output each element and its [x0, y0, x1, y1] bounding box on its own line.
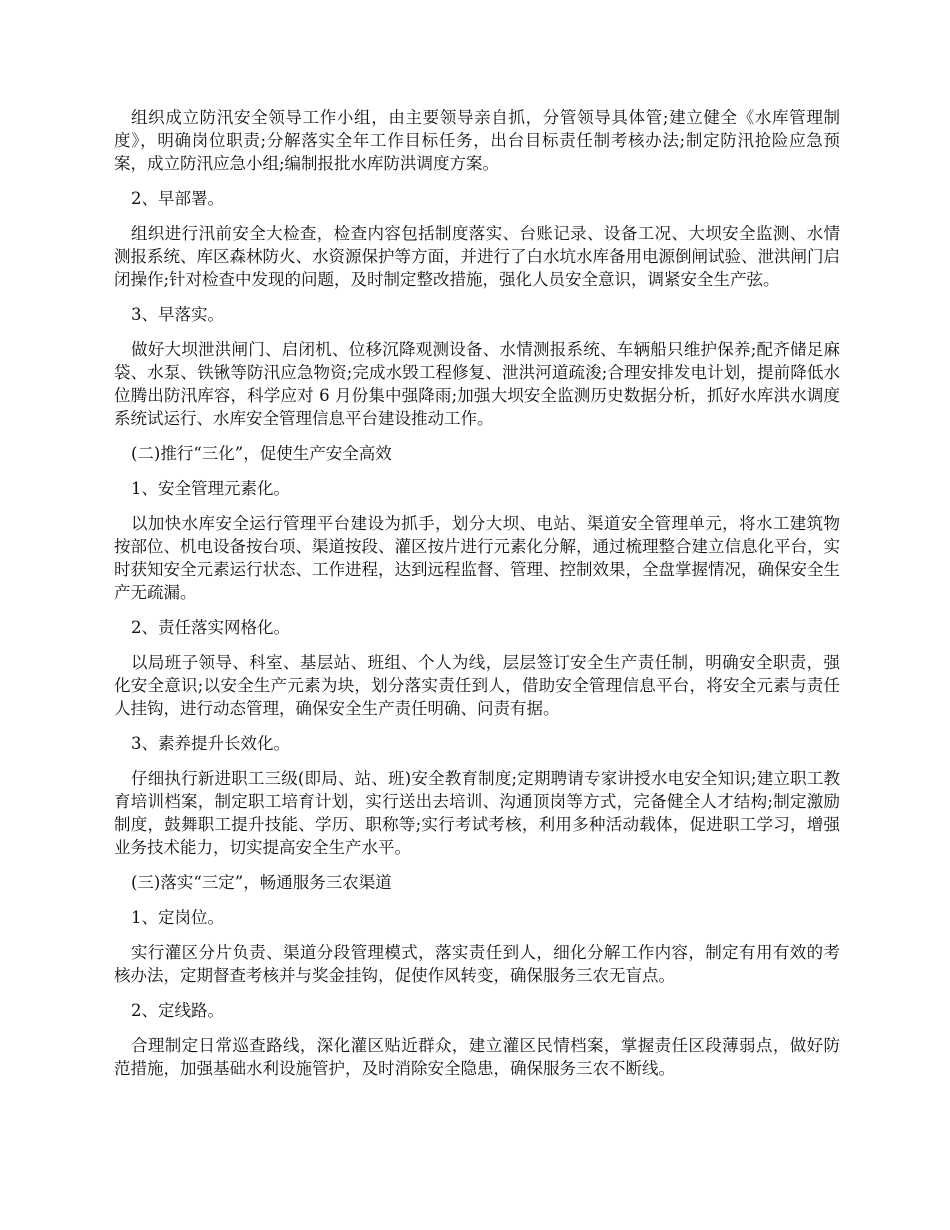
heading-fixed-posts: 1、定岗位。: [131, 908, 224, 927]
section-heading-three-fixes: (三)落实“三定”，畅通服务三农渠道: [131, 873, 392, 892]
paragraph-organization: 组织成立防汛安全领导工作小组，由主要领导亲自抓，分管领导具体管;建立健全《水库管理制度》，明确岗位职责;分解落实全年工作目标任务，出台目标责任制考核办法;制定防汛抢险应急预案，成立防汛应急小组;编制报批水库防洪调度方案。: [114, 108, 840, 173]
heading-element-management: 1、安全管理元素化。: [131, 479, 290, 498]
paragraph-fixed-posts: 实行灌区分片负责、渠道分段管理模式，落实责任到人，细化分解工作内容，制定有用有效的考核办法，定期督查考核并与奖金挂钩，促使作风转变，确保服务三农无盲点。: [114, 943, 840, 985]
paragraph-grid-responsibility: 以局班子领导、科室、基层站、班组、个人为线，层层签订安全生产责任制，明确安全职责，强化安全意识;以安全生产元素为块，划分落实责任到人，借助安全管理信息平台，将安全元素与责任人挂钩，进行动态管理，确保安全生产责任明确、问责有据。: [114, 653, 840, 718]
section-heading-three-modernizations: (二)推行“三化”，促使生产安全高效: [131, 444, 392, 463]
paragraph-staff-education: 仔细执行新进职工三级(即局、站、班)安全教育制度;定期聘请专家讲授水电安全知识;建立职工教育培训档案，制定职工培育计划，实行送出去培训、沟通顶岗等方式，完备健全人才结构;制定激励制度，鼓舞职工提升技能、学历、职称等;实行考试考核，利用多种活动载体，促进职工学习，增强业务技术能力，切实提高安全生产水平。: [114, 769, 840, 857]
paragraph-fixed-routes: 合理制定日常巡查路线，深化灌区贴近群众，建立灌区民情档案，掌握责任区段薄弱点，做好防范措施，加强基础水利设施管护，及时消除安全隐患，确保服务三农不断线。: [114, 1036, 840, 1078]
paragraph-element-management: 以加快水库安全运行管理平台建设为抓手，划分大坝、电站、渠道安全管理单元，将水工建筑物按部位、机电设备按台项、渠道按段、灌区按片进行元素化分解，通过梳理整合建立信息化平台，实时获知安全元素运行状态、工作进程，达到远程监督、管理、控制效果，全盘掌握情况，确保安全生产无疏漏。: [114, 514, 840, 602]
heading-grid-responsibility: 2、责任落实网格化。: [131, 618, 290, 637]
paragraph-maintenance: 做好大坝泄洪闸门、启闭机、位移沉降观测设备、水情测报系统、车辆船只维护保养;配齐储足麻袋、水泵、铁锹等防汛应急物资;完成水毁工程修复、泄洪河道疏浚;合理安排发电计划，提前降低水位腾出防汛库容，科学应对 6 月份集中强降雨;加强大坝安全监测历史数据分析，抓好水库洪水调度系统试运行、水库安全管理信息平台建设推动工作。: [114, 340, 840, 428]
heading-long-term-quality: 3、素养提升长效化。: [131, 734, 290, 753]
document-body: [114, 106, 840, 1092]
heading-early-deployment: 2、早部署。: [131, 189, 224, 208]
heading-fixed-routes: 2、定线路。: [131, 1001, 224, 1020]
paragraph-inspection: 组织进行汛前安全大检查，检查内容包括制度落实、台账记录、设备工况、大坝安全监测、水情测报系统、库区森林防火、水资源保护等方面，并进行了白水坑水库备用电源倒闸试验、泄洪闸门启闭操作;针对检查中发现的问题，及时制定整改措施，强化人员安全意识，调紧安全生产弦。: [114, 224, 840, 289]
heading-early-implementation: 3、早落实。: [131, 305, 224, 324]
